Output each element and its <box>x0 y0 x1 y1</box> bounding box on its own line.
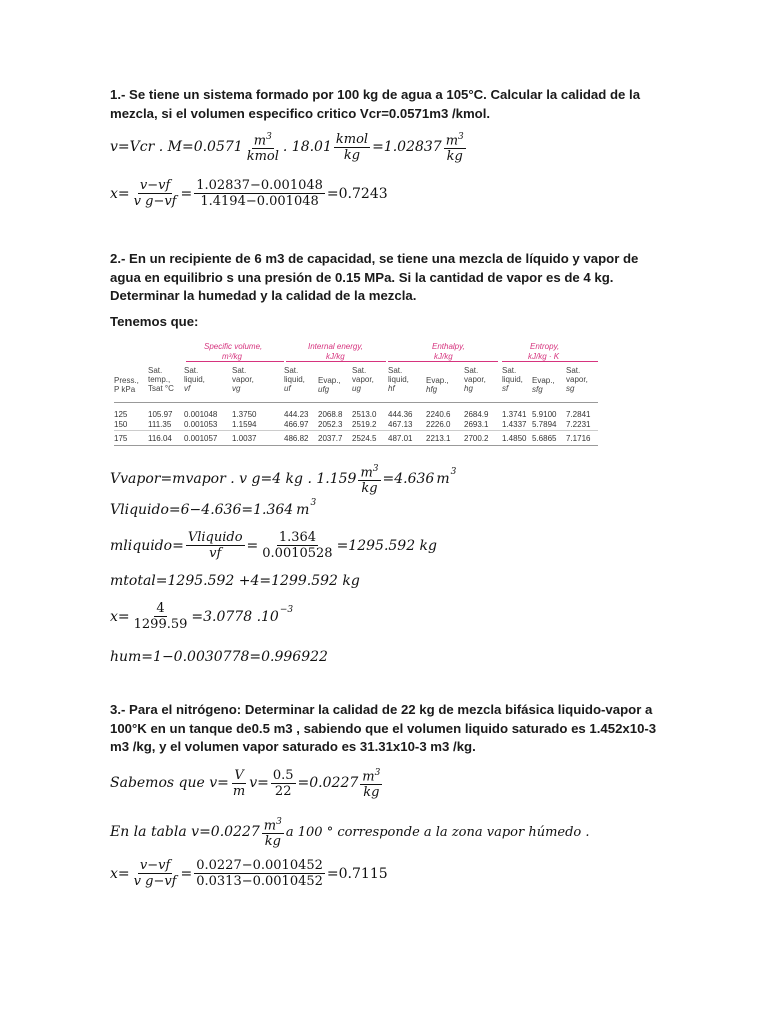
column-header <box>318 376 341 394</box>
table-cell: 1.0037 <box>232 434 257 443</box>
column-header-line: Sat. <box>464 366 479 375</box>
equation-2-humidity <box>110 649 328 665</box>
table-cell: 444.23 <box>284 410 309 419</box>
column-header <box>184 366 205 393</box>
table-cell: 2684.9 <box>464 410 489 419</box>
eq-text: Sabemos que v= <box>110 775 229 792</box>
eq-text: = <box>246 537 259 554</box>
group-unit: kJ/kg <box>434 352 453 361</box>
table-cell: 0.001053 <box>184 420 218 429</box>
column-header-line: hfg <box>426 385 438 394</box>
eq-text: v= <box>249 775 269 792</box>
table-cell: 111.35 <box>148 420 172 429</box>
column-header <box>426 376 449 394</box>
table-cell: 5.9100 <box>532 410 557 419</box>
eq-unit: m <box>296 502 310 518</box>
fraction: $\frac{\text{Vliquido}}{vf}$ <box>187 530 243 561</box>
table-cell: 1.4337 <box>502 420 527 429</box>
column-header <box>502 366 523 393</box>
table-cell: 444.36 <box>388 410 413 419</box>
eq-text: =0.7243 <box>326 185 388 202</box>
eq-text: x= <box>110 185 130 202</box>
table-cell: 2524.5 <box>352 434 377 443</box>
table-cell: 150 <box>114 420 128 429</box>
table-cell: 2052.3 <box>318 420 343 429</box>
fraction: $\frac{4}{1299.59}$ <box>133 601 188 632</box>
table-cell: 1.1594 <box>232 420 257 429</box>
tenemos-label: Tenemos que: <box>110 314 199 329</box>
eq-sup: −3 <box>279 604 294 615</box>
column-header-line: liquid, <box>388 375 409 384</box>
equation-2-mtotal <box>110 573 360 589</box>
eq-text: x= <box>110 608 130 625</box>
fraction: $\frac{0.5}{22}$ <box>272 767 294 799</box>
column-header-line: vapor, <box>232 375 254 384</box>
table-rule <box>114 430 598 431</box>
column-header-line: Sat. <box>388 366 403 375</box>
column-header-line: Sat. <box>148 366 163 375</box>
fraction: $\frac{m^3}{kg}$ <box>362 768 381 801</box>
table-cell: 2513.0 <box>352 410 377 419</box>
column-header-line: uf <box>284 384 291 393</box>
eq-text: =1295.592 kg <box>336 537 438 554</box>
equation-1-specific-volume <box>110 130 468 164</box>
eq-text: v=Vcr . M=0.0571 <box>110 139 243 156</box>
group-header: Internal energy, <box>308 342 363 351</box>
column-header-line: Sat. <box>502 366 517 375</box>
column-header <box>114 376 139 394</box>
table-cell: 1.4850 <box>502 434 527 443</box>
fraction: $\frac{1.02837-0.001048}{1.4194-0.001048}$ <box>196 178 323 209</box>
eq-sup: 3 <box>450 467 457 478</box>
column-header-line: sfg <box>532 385 543 394</box>
table-cell: 2519.2 <box>352 420 377 429</box>
table-cell: 1.3741 <box>502 410 527 419</box>
eq-text: x= <box>110 865 130 882</box>
equation-2-vliquido <box>110 498 317 518</box>
column-header-line: Tsat °C <box>148 384 174 393</box>
column-header-line: Evap., <box>318 376 341 385</box>
equation-1-quality <box>110 178 388 209</box>
table-cell: 2213.1 <box>426 434 451 443</box>
fraction: $\frac{m^3}{kg}$ <box>263 817 282 850</box>
column-header <box>464 366 486 393</box>
problem-2-text: 2.- En un recipiente de 6 m3 de capacidad, se tiene una mezcla de líquido y vapor de agua en equilibrio s una presión de 0.15 MPa. Si la cantidad de vapor es de 4 kg. Determinar la humedad y la calidad de la mezcla. <box>110 251 639 303</box>
column-header-line: vg <box>232 384 241 393</box>
equation-3-quality <box>110 858 388 889</box>
eq-text: Vliquido=6−4.636=1.364 <box>110 502 294 518</box>
fraction: $\frac{0.0227-0.0010452}{0.0313-0.0010452}$ <box>196 858 323 889</box>
column-header-line: liquid, <box>502 375 523 384</box>
eq-sup: 3 <box>310 498 317 508</box>
column-header-line: liquid, <box>284 375 305 384</box>
group-unit: kJ/kg · K <box>528 352 560 361</box>
table-cell: 2226.0 <box>426 420 451 429</box>
eq-unit: m <box>436 471 450 488</box>
column-header <box>532 376 555 394</box>
group-underline <box>388 361 498 362</box>
table-cell: 0.001048 <box>184 410 218 419</box>
table-cell: 125 <box>114 410 128 419</box>
table-cell: 2700.2 <box>464 434 489 443</box>
eq-text: =1.02837 <box>372 139 442 156</box>
group-underline <box>286 361 386 362</box>
column-header-line: vapor, <box>464 375 486 384</box>
column-header-line: Sat. <box>566 366 581 375</box>
group-unit: kJ/kg <box>326 352 345 361</box>
column-header-line: vf <box>184 384 191 393</box>
column-header-line: Sat. <box>284 366 299 375</box>
group-header: Entropy, <box>530 342 560 351</box>
fraction: $\frac{v-vf}{\text{v g−vf}}$ <box>133 178 177 209</box>
table-cell: 2240.6 <box>426 410 451 419</box>
column-header-line: vapor, <box>566 375 588 384</box>
fraction: $\frac{V}{m}$ <box>232 767 246 799</box>
table-rule <box>114 445 598 446</box>
table-cell: 7.2231 <box>566 420 591 429</box>
column-header <box>148 366 174 393</box>
column-header-line: Sat. <box>352 366 367 375</box>
steam-table <box>114 338 598 448</box>
table-cell: 467.13 <box>388 420 413 429</box>
problem-1-text: 1.- Se tiene un sistema formado por 100 kg de agua a 105°C. Calcular la calidad de la mezcla, si el volumen especifico critico Vcr=0.0571m3 /kmol. <box>110 87 641 121</box>
column-header <box>566 366 588 393</box>
table-cell: 1.3750 <box>232 410 257 419</box>
column-header-line: ug <box>352 384 361 393</box>
column-header <box>232 366 254 393</box>
fraction: $\frac{m^3}{\text{kmol}}$ <box>246 132 279 165</box>
column-header-line: Evap., <box>532 376 555 385</box>
table-cell: 0.001057 <box>184 434 218 443</box>
fraction: $\frac{v-vf}{\text{v g−vf}}$ <box>133 858 177 889</box>
eq-text: =4.636 <box>382 471 435 488</box>
problem-3-text: 3.- Para el nitrógeno: Determinar la calidad de 22 kg de mezcla bifásica liquido-vapor a 100°K en un tanque de0.5 m3 , sabiendo que el volumen liquido saturado es 1.452x10-3 m3 /kg, y el volumen vapor saturado es 31.31x10-3 m3 /kg. <box>110 702 657 754</box>
group-underline <box>186 361 284 362</box>
equation-2-vvapor <box>110 462 456 496</box>
equation-2-mliquido <box>110 530 437 561</box>
column-header-line: vapor, <box>352 375 374 384</box>
column-header-line: sf <box>502 384 509 393</box>
column-header <box>352 366 374 393</box>
table-cell: 5.7894 <box>532 420 557 429</box>
table-cell: 105.97 <box>148 410 173 419</box>
eq-text: = <box>180 865 193 882</box>
eq-text: mliquido= <box>110 537 184 554</box>
column-header-line: temp., <box>148 375 171 384</box>
column-header-line: ufg <box>318 385 330 394</box>
table-cell: 5.6865 <box>532 434 557 443</box>
table-cell: 2693.1 <box>464 420 489 429</box>
fraction: $\frac{\text{kmol}}{kg}$ <box>335 131 369 163</box>
table-cell: 487.01 <box>388 434 413 443</box>
equation-3-table-lookup <box>110 815 590 849</box>
column-header-line: P kPa <box>114 385 136 394</box>
column-header-line: sg <box>566 384 575 393</box>
column-header <box>388 366 409 393</box>
fraction: $\frac{m^3}{kg}$ <box>360 464 379 497</box>
column-header <box>284 366 305 393</box>
table-cell: 116.04 <box>148 434 172 443</box>
table-cell: 175 <box>114 434 128 443</box>
column-header-line: Sat. <box>232 366 247 375</box>
table-cell: 7.1716 <box>566 434 591 443</box>
table-cell: 466.97 <box>284 420 309 429</box>
group-unit: m³/kg <box>222 352 242 361</box>
equation-2-quality <box>110 601 293 632</box>
eq-text: En la tabla v=0.0227 <box>110 824 260 841</box>
column-header-line: liquid, <box>184 375 205 384</box>
column-header-line: Sat. <box>184 366 199 375</box>
group-header: Enthalpy, <box>432 342 465 351</box>
fraction: $\frac{1.364}{0.0010528}$ <box>262 530 333 561</box>
table-cell: 2068.8 <box>318 410 343 419</box>
eq-text: hum=1−0.0030778=0.996922 <box>110 649 328 665</box>
eq-text: =3.0778 .10 <box>191 608 279 625</box>
column-header-line: Press., <box>114 376 139 385</box>
equation-3-specific-volume <box>110 766 384 800</box>
eq-text: Vvapor=mvapor . v g=4 kg . 1.159 <box>110 471 357 488</box>
table-cell: 486.82 <box>284 434 309 443</box>
eq-text: = <box>180 185 193 202</box>
group-underline <box>502 361 598 362</box>
eq-text: . 18.01 <box>282 139 332 156</box>
column-header-line: hf <box>388 384 395 393</box>
fraction: $\frac{m^3}{kg}$ <box>445 132 464 165</box>
eq-text: =0.7115 <box>326 865 388 882</box>
column-header-line: Evap., <box>426 376 449 385</box>
eq-text: =0.0227 <box>297 775 359 792</box>
eq-text: a 100 ° corresponde a la zona vapor húmedo . <box>285 824 590 840</box>
eq-text: mtotal=1295.592 +4=1299.592 kg <box>110 573 360 589</box>
group-header: Specific volume, <box>204 342 263 351</box>
table-cell: 2037.7 <box>318 434 343 443</box>
column-header-line: hg <box>464 384 473 393</box>
table-rule <box>114 402 598 403</box>
table-cell: 7.2841 <box>566 410 591 419</box>
